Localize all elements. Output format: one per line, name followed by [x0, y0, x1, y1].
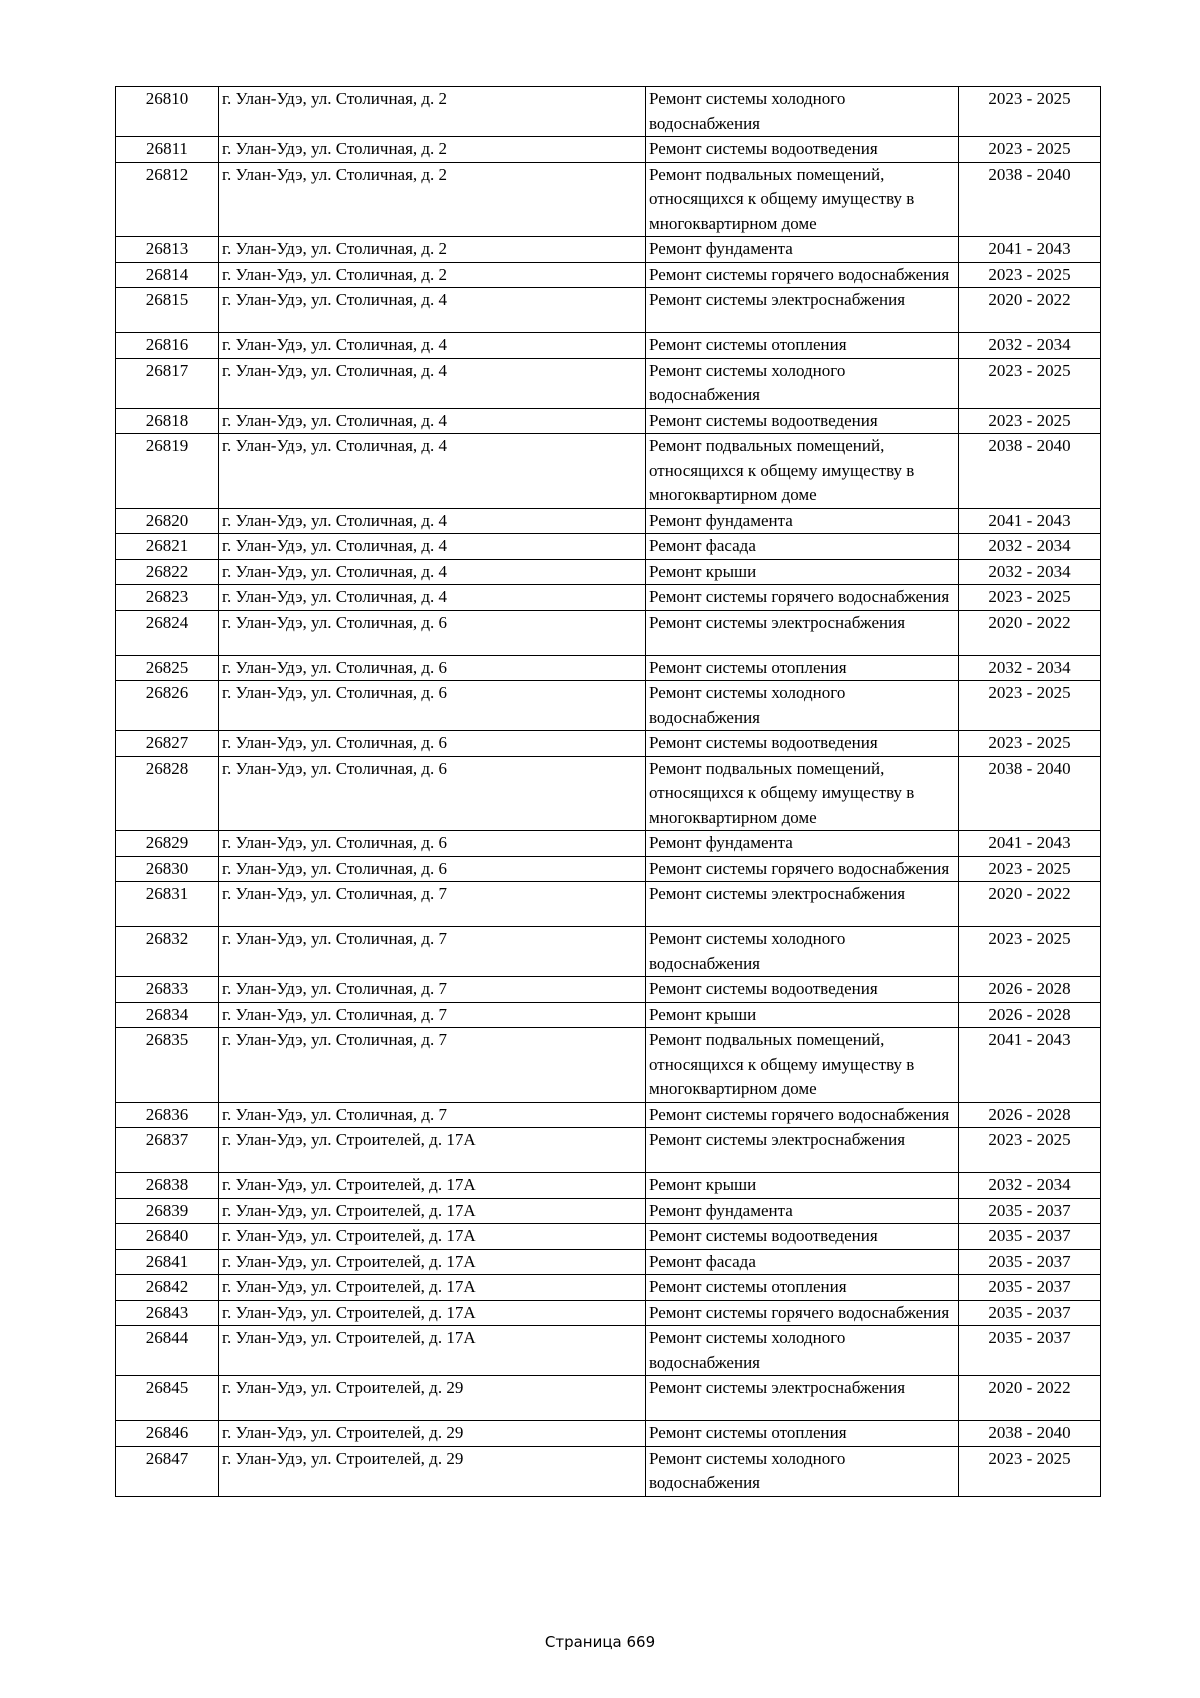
record-number: 26831: [116, 882, 219, 927]
record-number: 26846: [116, 1421, 219, 1447]
table-row: [116, 1249, 1101, 1275]
repair-period: 2023 - 2025: [959, 927, 1101, 977]
record-number: 26810: [116, 87, 219, 137]
table-row: [116, 137, 1101, 163]
building-address: г. Улан-Удэ, ул. Столичная, д. 6: [219, 655, 646, 681]
repair-period: 2032 - 2034: [959, 655, 1101, 681]
record-number: 26816: [116, 333, 219, 359]
building-address: г. Улан-Удэ, ул. Строителей, д. 29: [219, 1421, 646, 1447]
work-type: Ремонт крыши: [646, 1173, 959, 1199]
building-address: г. Улан-Удэ, ул. Столичная, д. 7: [219, 977, 646, 1003]
building-address: г. Улан-Удэ, ул. Столичная, д. 4: [219, 534, 646, 560]
work-type: Ремонт фундамента: [646, 508, 959, 534]
record-number: 26814: [116, 262, 219, 288]
work-type: Ремонт системы холодного водоснабжения: [646, 87, 959, 137]
repair-period: 2023 - 2025: [959, 681, 1101, 731]
repair-period: 2023 - 2025: [959, 137, 1101, 163]
repair-period: 2035 - 2037: [959, 1249, 1101, 1275]
work-type: Ремонт системы горячего водоснабжения: [646, 856, 959, 882]
record-number: 26833: [116, 977, 219, 1003]
record-number: 26811: [116, 137, 219, 163]
table-row: [116, 882, 1101, 927]
repair-period: 2035 - 2037: [959, 1275, 1101, 1301]
record-number: 26844: [116, 1326, 219, 1376]
record-number: 26839: [116, 1198, 219, 1224]
building-address: г. Улан-Удэ, ул. Столичная, д. 4: [219, 358, 646, 408]
table-row: [116, 831, 1101, 857]
record-number: 26838: [116, 1173, 219, 1199]
work-type: Ремонт крыши: [646, 1002, 959, 1028]
page-number: Страница 669: [544, 1633, 656, 1651]
work-type: Ремонт системы водоотведения: [646, 731, 959, 757]
building-address: г. Улан-Удэ, ул. Строителей, д. 17А: [219, 1173, 646, 1199]
record-number: 26826: [116, 681, 219, 731]
record-number: 26822: [116, 559, 219, 585]
record-number: 26821: [116, 534, 219, 560]
record-number: 26828: [116, 756, 219, 831]
building-address: г. Улан-Удэ, ул. Столичная, д. 7: [219, 882, 646, 927]
record-number: 26823: [116, 585, 219, 611]
repair-period: 2023 - 2025: [959, 1128, 1101, 1173]
repair-period: 2023 - 2025: [959, 358, 1101, 408]
work-type: Ремонт системы электроснабжения: [646, 1128, 959, 1173]
repair-period: 2035 - 2037: [959, 1300, 1101, 1326]
building-address: г. Улан-Удэ, ул. Столичная, д. 7: [219, 1002, 646, 1028]
table-row: [116, 1446, 1101, 1496]
record-number: 26843: [116, 1300, 219, 1326]
repair-period: 2023 - 2025: [959, 856, 1101, 882]
building-address: г. Улан-Удэ, ул. Столичная, д. 4: [219, 288, 646, 333]
work-type: Ремонт системы холодного водоснабжения: [646, 681, 959, 731]
building-address: г. Улан-Удэ, ул. Строителей, д. 17А: [219, 1275, 646, 1301]
repair-period: 2026 - 2028: [959, 1102, 1101, 1128]
work-type: Ремонт системы отопления: [646, 655, 959, 681]
record-number: 26827: [116, 731, 219, 757]
building-address: г. Улан-Удэ, ул. Строителей, д. 17А: [219, 1326, 646, 1376]
record-number: 26832: [116, 927, 219, 977]
repair-period: 2035 - 2037: [959, 1326, 1101, 1376]
building-address: г. Улан-Удэ, ул. Столичная, д. 4: [219, 434, 646, 509]
repair-period: 2038 - 2040: [959, 1421, 1101, 1447]
table-row: [116, 162, 1101, 237]
repair-period: 2032 - 2034: [959, 333, 1101, 359]
record-number: 26847: [116, 1446, 219, 1496]
table-row: [116, 1300, 1101, 1326]
work-type: Ремонт системы холодного водоснабжения: [646, 1326, 959, 1376]
building-address: г. Улан-Удэ, ул. Столичная, д. 7: [219, 1102, 646, 1128]
record-number: 26825: [116, 655, 219, 681]
repair-period: 2023 - 2025: [959, 731, 1101, 757]
repair-period: 2032 - 2034: [959, 1173, 1101, 1199]
building-address: г. Улан-Удэ, ул. Столичная, д. 4: [219, 333, 646, 359]
table-row: [116, 1421, 1101, 1447]
building-address: г. Улан-Удэ, ул. Столичная, д. 2: [219, 137, 646, 163]
record-number: 26834: [116, 1002, 219, 1028]
table-row: [116, 534, 1101, 560]
repair-period: 2023 - 2025: [959, 262, 1101, 288]
building-address: г. Улан-Удэ, ул. Столичная, д. 4: [219, 585, 646, 611]
table-row: [116, 681, 1101, 731]
repair-period: 2023 - 2025: [959, 1446, 1101, 1496]
repair-period: 2020 - 2022: [959, 1376, 1101, 1421]
work-type: Ремонт системы горячего водоснабжения: [646, 1102, 959, 1128]
table-row: [116, 731, 1101, 757]
work-type: Ремонт системы электроснабжения: [646, 1376, 959, 1421]
work-type: Ремонт системы горячего водоснабжения: [646, 262, 959, 288]
work-type: Ремонт крыши: [646, 559, 959, 585]
work-type: Ремонт системы холодного водоснабжения: [646, 927, 959, 977]
work-type: Ремонт фундамента: [646, 831, 959, 857]
building-address: г. Улан-Удэ, ул. Столичная, д. 6: [219, 610, 646, 655]
repair-period: 2023 - 2025: [959, 585, 1101, 611]
building-address: г. Улан-Удэ, ул. Строителей, д. 29: [219, 1446, 646, 1496]
record-number: 26812: [116, 162, 219, 237]
table-row: [116, 434, 1101, 509]
table-row: [116, 655, 1101, 681]
repair-period: 2020 - 2022: [959, 288, 1101, 333]
work-type: Ремонт фасада: [646, 1249, 959, 1275]
work-type: Ремонт системы водоотведения: [646, 137, 959, 163]
repair-period: 2038 - 2040: [959, 756, 1101, 831]
repair-schedule-table: [115, 86, 1101, 1497]
table-row: [116, 1326, 1101, 1376]
work-type: Ремонт системы водоотведения: [646, 408, 959, 434]
work-type: Ремонт системы водоотведения: [646, 977, 959, 1003]
table-row: [116, 1102, 1101, 1128]
building-address: г. Улан-Удэ, ул. Столичная, д. 2: [219, 237, 646, 263]
table-row: [116, 1198, 1101, 1224]
table-row: [116, 756, 1101, 831]
work-type: Ремонт фундамента: [646, 237, 959, 263]
table-row: [116, 333, 1101, 359]
building-address: г. Улан-Удэ, ул. Строителей, д. 17А: [219, 1128, 646, 1173]
repair-period: 2041 - 2043: [959, 831, 1101, 857]
repair-period: 2026 - 2028: [959, 977, 1101, 1003]
repair-period: 2023 - 2025: [959, 408, 1101, 434]
work-type: Ремонт фундамента: [646, 1198, 959, 1224]
record-number: 26829: [116, 831, 219, 857]
table-row: [116, 856, 1101, 882]
building-address: г. Улан-Удэ, ул. Строителей, д. 17А: [219, 1224, 646, 1250]
table-row: [116, 1376, 1101, 1421]
repair-period: 2020 - 2022: [959, 610, 1101, 655]
record-number: 26837: [116, 1128, 219, 1173]
work-type: Ремонт системы холодного водоснабжения: [646, 1446, 959, 1496]
table-row: [116, 508, 1101, 534]
record-number: 26813: [116, 237, 219, 263]
work-type: Ремонт подвальных помещений, относящихся к общему имуществу в многоквартирном доме: [646, 434, 959, 509]
record-number: 26819: [116, 434, 219, 509]
work-type: Ремонт подвальных помещений, относящихся к общему имуществу в многоквартирном доме: [646, 756, 959, 831]
building-address: г. Улан-Удэ, ул. Столичная, д. 4: [219, 408, 646, 434]
work-type: Ремонт системы электроснабжения: [646, 288, 959, 333]
work-type: Ремонт системы отопления: [646, 1275, 959, 1301]
table-row: [116, 288, 1101, 333]
table-row: [116, 1275, 1101, 1301]
record-number: 26845: [116, 1376, 219, 1421]
building-address: г. Улан-Удэ, ул. Столичная, д. 6: [219, 731, 646, 757]
table-row: [116, 927, 1101, 977]
building-address: г. Улан-Удэ, ул. Столичная, д. 2: [219, 87, 646, 137]
building-address: г. Улан-Удэ, ул. Строителей, д. 17А: [219, 1249, 646, 1275]
table-row: [116, 1028, 1101, 1103]
record-number: 26840: [116, 1224, 219, 1250]
repair-period: 2032 - 2034: [959, 534, 1101, 560]
repair-period: 2038 - 2040: [959, 434, 1101, 509]
record-number: 26836: [116, 1102, 219, 1128]
table-row: [116, 610, 1101, 655]
work-type: Ремонт системы электроснабжения: [646, 610, 959, 655]
work-type: Ремонт системы холодного водоснабжения: [646, 358, 959, 408]
building-address: г. Улан-Удэ, ул. Столичная, д. 7: [219, 927, 646, 977]
table-row: [116, 977, 1101, 1003]
work-type: Ремонт фасада: [646, 534, 959, 560]
table-row: [116, 262, 1101, 288]
repair-period: 2023 - 2025: [959, 87, 1101, 137]
building-address: г. Улан-Удэ, ул. Столичная, д. 4: [219, 508, 646, 534]
building-address: г. Улан-Удэ, ул. Столичная, д. 6: [219, 856, 646, 882]
building-address: г. Улан-Удэ, ул. Столичная, д. 4: [219, 559, 646, 585]
table-row: [116, 358, 1101, 408]
table-row: [116, 1173, 1101, 1199]
table-body: [116, 87, 1101, 1497]
repair-period: 2026 - 2028: [959, 1002, 1101, 1028]
work-type: Ремонт системы горячего водоснабжения: [646, 585, 959, 611]
table-row: [116, 1128, 1101, 1173]
building-address: г. Улан-Удэ, ул. Строителей, д. 17А: [219, 1198, 646, 1224]
building-address: г. Улан-Удэ, ул. Строителей, д. 17А: [219, 1300, 646, 1326]
record-number: 26824: [116, 610, 219, 655]
record-number: 26842: [116, 1275, 219, 1301]
work-type: Ремонт системы водоотведения: [646, 1224, 959, 1250]
record-number: 26815: [116, 288, 219, 333]
repair-period: 2032 - 2034: [959, 559, 1101, 585]
work-type: Ремонт подвальных помещений, относящихся к общему имуществу в многоквартирном доме: [646, 1028, 959, 1103]
work-type: Ремонт подвальных помещений, относящихся к общему имуществу в многоквартирном доме: [646, 162, 959, 237]
table-row: [116, 559, 1101, 585]
repair-period: 2035 - 2037: [959, 1198, 1101, 1224]
repair-period: 2041 - 2043: [959, 237, 1101, 263]
building-address: г. Улан-Удэ, ул. Столичная, д. 2: [219, 262, 646, 288]
work-type: Ремонт системы электроснабжения: [646, 882, 959, 927]
work-type: Ремонт системы отопления: [646, 333, 959, 359]
record-number: 26830: [116, 856, 219, 882]
repair-period: 2041 - 2043: [959, 508, 1101, 534]
work-type: Ремонт системы отопления: [646, 1421, 959, 1447]
table-row: [116, 585, 1101, 611]
building-address: г. Улан-Удэ, ул. Столичная, д. 6: [219, 681, 646, 731]
repair-period: 2035 - 2037: [959, 1224, 1101, 1250]
building-address: г. Улан-Удэ, ул. Столичная, д. 2: [219, 162, 646, 237]
building-address: г. Улан-Удэ, ул. Столичная, д. 6: [219, 831, 646, 857]
record-number: 26841: [116, 1249, 219, 1275]
repair-period: 2020 - 2022: [959, 882, 1101, 927]
table-row: [116, 237, 1101, 263]
record-number: 26818: [116, 408, 219, 434]
table-row: [116, 408, 1101, 434]
table-row: [116, 87, 1101, 137]
building-address: г. Улан-Удэ, ул. Строителей, д. 29: [219, 1376, 646, 1421]
table-row: [116, 1224, 1101, 1250]
record-number: 26820: [116, 508, 219, 534]
record-number: 26817: [116, 358, 219, 408]
table-row: [116, 1002, 1101, 1028]
repair-period: 2041 - 2043: [959, 1028, 1101, 1103]
record-number: 26835: [116, 1028, 219, 1103]
building-address: г. Улан-Удэ, ул. Столичная, д. 7: [219, 1028, 646, 1103]
building-address: г. Улан-Удэ, ул. Столичная, д. 6: [219, 756, 646, 831]
work-type: Ремонт системы горячего водоснабжения: [646, 1300, 959, 1326]
repair-period: 2038 - 2040: [959, 162, 1101, 237]
